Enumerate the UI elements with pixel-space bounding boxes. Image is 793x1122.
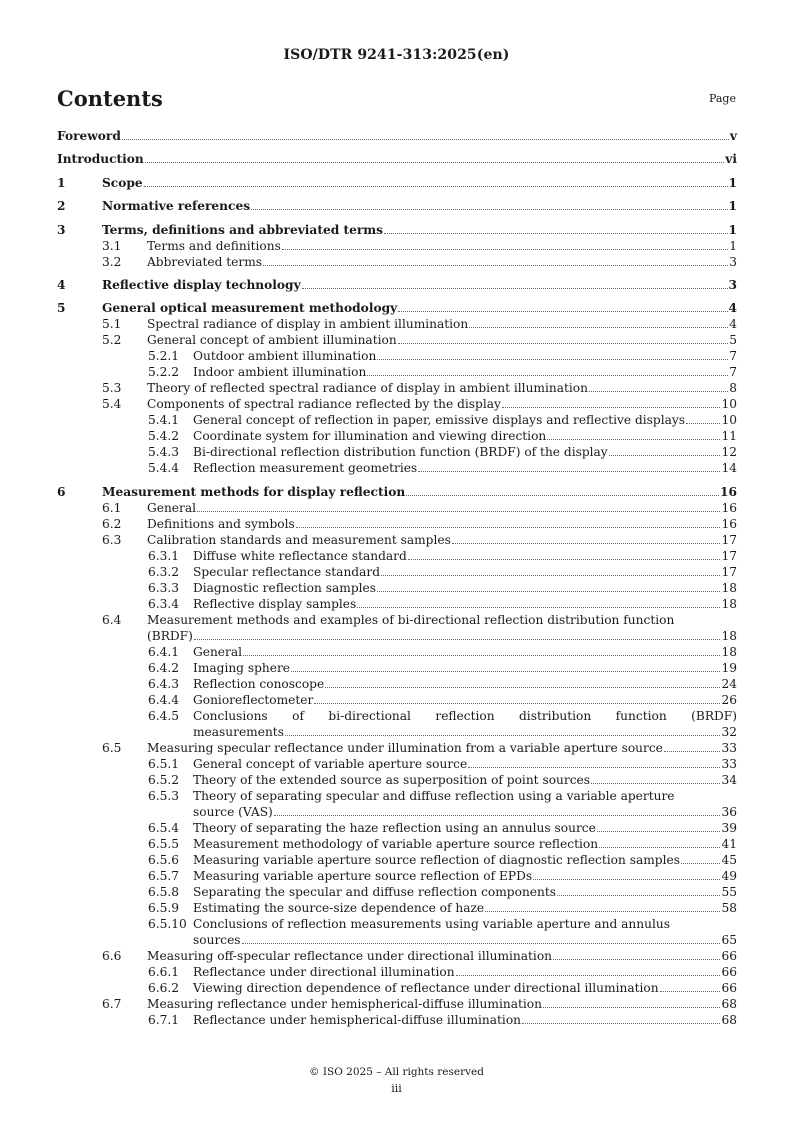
toc-entry[interactable]: [57, 772, 737, 788]
toc-entry[interactable]: [57, 548, 737, 564]
dot-leader: [533, 879, 720, 880]
toc-entry-title: General concept of ambient illumination: [147, 333, 397, 348]
toc-entry-number: 6: [57, 484, 66, 499]
toc-entry-number: 6.5.2: [148, 772, 180, 787]
toc-entry-title: Theory of separating the haze reflection using an annulus source: [193, 820, 596, 835]
toc-entry-title: Separating the specular and diffuse reflection components: [193, 884, 557, 899]
toc-entry[interactable]: [57, 852, 737, 868]
toc-entry-number: 6.5.3: [148, 788, 180, 803]
toc-entry-title: Measuring variable aperture source reflection of EPDs: [193, 868, 533, 883]
toc-entry[interactable]: [57, 460, 737, 476]
toc-entry[interactable]: [57, 660, 737, 676]
toc-entry-number: 5.2.2: [148, 365, 180, 380]
dot-leader: [144, 186, 728, 187]
toc-entry-number: 5.4.4: [148, 461, 180, 476]
dot-leader: [543, 1007, 721, 1008]
dot-leader: [242, 943, 721, 944]
toc-entry-page: 1: [728, 175, 737, 190]
dot-leader: [367, 375, 728, 376]
toc-entry-continuation[interactable]: [57, 724, 737, 740]
dot-leader: [296, 527, 721, 528]
toc-entry-page: 24: [721, 676, 737, 691]
toc-entry-title: Measurement methodology of variable aperture source reflection: [193, 836, 599, 851]
toc-entry-page: 10: [721, 413, 737, 428]
toc-entry-title: Outdoor ambient illumination: [193, 349, 377, 364]
toc-entry-title: Measurement methods for display reflection: [102, 484, 406, 499]
toc-entry-page: 17: [721, 548, 737, 563]
dot-leader: [609, 455, 721, 456]
toc-entry-title: Bi-directional reflection distribution function (BRDF) of the display: [193, 445, 608, 460]
toc-entry-continuation[interactable]: [57, 932, 737, 948]
dot-leader: [469, 327, 728, 328]
toc-entry-number: 6.4.2: [148, 660, 180, 675]
toc-entry-page: 18: [721, 580, 737, 595]
dot-leader: [398, 343, 729, 344]
dot-leader: [398, 311, 727, 312]
toc-entry-title: Coordinate system for illumination and viewing direction: [193, 429, 547, 444]
toc-entry[interactable]: [57, 444, 737, 460]
toc-entry-title: Estimating the source-size dependence of haze: [193, 900, 485, 915]
table-of-contents: [57, 128, 737, 1028]
toc-entry[interactable]: [57, 316, 737, 332]
toc-entry-title: Scope: [102, 175, 143, 190]
dot-leader: [302, 288, 728, 289]
toc-entry-page: 33: [721, 756, 737, 771]
dot-leader: [468, 767, 720, 768]
toc-entry[interactable]: [57, 254, 737, 270]
dot-leader: [452, 543, 721, 544]
toc-entry-page: 26: [721, 692, 737, 707]
toc-entry-page: 18: [721, 644, 737, 659]
toc-entry-number: 6.4.1: [148, 644, 180, 659]
toc-entry-page: 17: [721, 532, 737, 547]
toc-entry-title: Reflection measurement geometries: [193, 461, 418, 476]
toc-entry-title: Measuring off-specular reflectance under directional illumination: [147, 948, 553, 963]
toc-entry-title: Gonioreflectometer: [193, 692, 314, 707]
toc-entry[interactable]: [57, 580, 737, 596]
toc-entry-page: 8: [729, 381, 737, 396]
toc-entry-number: 6.5.10: [148, 916, 187, 931]
toc-entry[interactable]: [57, 564, 737, 580]
toc-entry[interactable]: [57, 692, 737, 708]
toc-entry-title: General: [147, 500, 196, 515]
toc-entry[interactable]: [57, 238, 737, 254]
toc-entry[interactable]: [57, 516, 737, 532]
toc-entry-number: 1: [57, 175, 66, 190]
toc-entry-number: 6.6.2: [148, 980, 180, 995]
toc-entry[interactable]: [57, 348, 737, 364]
toc-entry-number: 3: [57, 222, 66, 237]
dot-leader: [591, 783, 720, 784]
toc-entry[interactable]: [57, 364, 737, 380]
toc-entry[interactable]: [57, 128, 737, 144]
toc-entry[interactable]: [57, 644, 737, 660]
dot-leader: [194, 639, 721, 640]
toc-entry[interactable]: [57, 300, 737, 316]
dot-leader: [274, 815, 721, 816]
toc-entry-page: 7: [729, 349, 737, 364]
toc-entry-number: 5.2: [102, 333, 122, 348]
toc-entry-page: 11: [721, 429, 737, 444]
dot-leader: [664, 751, 721, 752]
toc-entry-page: 3: [729, 254, 737, 269]
toc-entry[interactable]: [57, 836, 737, 852]
dot-leader: [686, 423, 720, 424]
dot-leader: [547, 439, 720, 440]
toc-entry-title: Specular reflectance standard: [193, 564, 380, 579]
toc-entry-title: Terms and definitions: [147, 238, 281, 253]
dot-leader: [522, 1023, 720, 1024]
toc-entry-continuation[interactable]: [57, 804, 737, 820]
toc-entry-number: 5: [57, 301, 66, 316]
toc-entry-number: 6.4.4: [148, 692, 180, 707]
page-column-label: Page: [708, 92, 736, 105]
toc-entry-number: 5.4.1: [148, 413, 180, 428]
toc-entry-page: 34: [721, 772, 737, 787]
toc-entry-title: Indoor ambient illumination: [193, 365, 367, 380]
toc-entry-number: 6.5.8: [148, 884, 180, 899]
toc-entry-title: Conclusions of reflection measurements using variable aperture and annulus: [193, 916, 670, 931]
toc-entry-title: Measuring specular reflectance under illumination from a variable aperture source: [147, 740, 663, 755]
toc-entry-number: 3.1: [102, 238, 122, 253]
toc-entry-page: 7: [729, 365, 737, 380]
toc-entry[interactable]: [57, 740, 737, 756]
toc-entry-title: Normative references: [102, 199, 251, 214]
dot-leader: [243, 655, 720, 656]
toc-entry[interactable]: [57, 175, 737, 191]
toc-entry[interactable]: [57, 676, 737, 692]
toc-entry-title: Spectral radiance of display in ambient illumination: [147, 317, 469, 332]
toc-entry-number: 6.5.9: [148, 900, 180, 915]
toc-entry-title: Calibration standards and measurement samples: [147, 532, 451, 547]
dot-leader: [122, 139, 729, 140]
toc-entry-page: 45: [721, 852, 737, 867]
toc-entry[interactable]: [57, 916, 737, 932]
toc-entry-title: Introduction: [57, 152, 144, 167]
toc-entry-number: 4: [57, 277, 66, 292]
toc-entry-number: 6.3.1: [148, 548, 180, 563]
toc-entry-number: 6.5.4: [148, 820, 180, 835]
toc-entry-page: 16: [721, 516, 737, 531]
toc-entry[interactable]: [57, 198, 737, 214]
toc-entry-title: General: [193, 644, 242, 659]
toc-entry-page: 4: [729, 317, 737, 332]
toc-entry-number: 6.6: [102, 948, 122, 963]
dot-leader: [282, 249, 728, 250]
document-id: ISO/DTR 9241-313:2025(en): [283, 47, 510, 63]
toc-entry[interactable]: [57, 612, 737, 628]
dot-leader: [502, 407, 721, 408]
dot-leader: [197, 511, 720, 512]
toc-entry-page: 18: [721, 628, 737, 643]
toc-entry[interactable]: [57, 708, 737, 724]
toc-entry-title: Diagnostic reflection samples: [193, 580, 376, 595]
toc-entry-number: 6.5: [102, 740, 122, 755]
toc-entry[interactable]: [57, 380, 737, 396]
toc-entry-page: 41: [721, 836, 737, 851]
toc-entry[interactable]: [57, 332, 737, 348]
dot-leader: [384, 233, 727, 234]
toc-entry-title: General optical measurement methodology: [102, 301, 398, 316]
toc-entry-number: 6.3.3: [148, 580, 180, 595]
toc-entry-page: 18: [721, 596, 737, 611]
toc-entry-page: 3: [728, 277, 737, 292]
toc-entry[interactable]: [57, 412, 737, 428]
toc-entry[interactable]: [57, 756, 737, 772]
toc-entry-title: General concept of reflection in paper, emissive displays and reflective displays: [193, 413, 686, 428]
toc-entry-page: 66: [721, 948, 737, 963]
toc-entry-title: Definitions and symbols: [147, 516, 295, 531]
toc-entry-page: 4: [728, 301, 737, 316]
page-footer: [0, 1066, 793, 1095]
dot-leader: [557, 895, 720, 896]
toc-entry-title: Measurement methods and examples of bi-directional reflection distribution function: [147, 612, 675, 627]
toc-entry-page: 33: [721, 740, 737, 755]
dot-leader: [377, 359, 728, 360]
toc-entry-title: Reflective display samples: [193, 596, 357, 611]
toc-entry-page: 5: [729, 333, 737, 348]
toc-entry[interactable]: [57, 980, 737, 996]
toc-entry-title: Reflection conoscope: [193, 676, 325, 691]
toc-entry-title: Reflective display technology: [102, 277, 301, 292]
toc-entry-number: 2: [57, 199, 66, 214]
toc-entry[interactable]: [57, 868, 737, 884]
toc-entry[interactable]: [57, 500, 737, 516]
toc-entry[interactable]: [57, 596, 737, 612]
toc-entry[interactable]: [57, 820, 737, 836]
toc-entry-page: 14: [721, 461, 737, 476]
toc-entry[interactable]: [57, 222, 737, 238]
dot-leader: [314, 703, 720, 704]
toc-entry-title: Reflectance under hemispherical-diffuse illumination: [193, 1012, 522, 1027]
toc-entry[interactable]: [57, 277, 737, 293]
toc-entry-page: 1: [728, 199, 737, 214]
toc-entry-page: 39: [721, 820, 737, 835]
toc-entry-number: 6.5.7: [148, 868, 180, 883]
toc-entry[interactable]: [57, 1012, 737, 1028]
dot-leader: [599, 847, 720, 848]
toc-entry-number: 6.1: [102, 500, 122, 515]
toc-entry-number: 6.4: [102, 612, 122, 627]
toc-entry-title: Conclusions of bi-directional reflection distribution function (BRDF): [193, 708, 737, 723]
toc-entry-page: 68: [721, 1012, 737, 1027]
toc-entry-page: 68: [721, 996, 737, 1011]
contents-heading: Contents: [57, 86, 163, 111]
toc-entry-continuation[interactable]: [57, 628, 737, 644]
toc-entry-title: Imaging sphere: [193, 660, 291, 675]
toc-entry-title-continued: sources: [193, 932, 241, 947]
toc-entry[interactable]: [57, 151, 737, 167]
toc-entry-title: Foreword: [57, 129, 121, 143]
toc-entry-title: Measuring variable aperture source reflection of diagnostic reflection samples: [193, 852, 680, 867]
toc-entry-page: 49: [721, 868, 737, 883]
dot-leader: [681, 863, 721, 864]
copyright-notice: © ISO 2025 – All rights reserved: [309, 1066, 484, 1078]
toc-entry[interactable]: [57, 996, 737, 1012]
dot-leader: [145, 162, 724, 163]
toc-entry-title: Viewing direction dependence of reflectance under directional illumination: [193, 980, 659, 995]
toc-entry[interactable]: [57, 964, 737, 980]
toc-entry-page: 10: [721, 397, 737, 412]
dot-leader: [456, 975, 721, 976]
toc-entry-number: 6.3.2: [148, 564, 180, 579]
toc-entry-number: 6.5.1: [148, 756, 180, 771]
toc-entry[interactable]: [57, 788, 737, 804]
toc-entry-number: 5.2.1: [148, 349, 180, 364]
dot-leader: [597, 831, 721, 832]
toc-entry-page: 17: [721, 564, 737, 579]
toc-entry-title: Reflectance under directional illumination: [193, 964, 455, 979]
toc-entry-number: 6.2: [102, 516, 122, 531]
dot-leader: [660, 991, 721, 992]
page-number: iii: [391, 1082, 402, 1095]
toc-entry[interactable]: [57, 532, 737, 548]
toc-entry-page: 12: [721, 445, 737, 460]
toc-entry-number: 6.5.6: [148, 852, 180, 867]
toc-entry-number: 6.3.4: [148, 596, 180, 611]
toc-entry[interactable]: [57, 948, 737, 964]
toc-entry-title: Measuring reflectance under hemispherical-diffuse illumination: [147, 996, 542, 1011]
toc-entry-number: 5.1: [102, 317, 122, 332]
toc-entry-number: 6.7: [102, 996, 122, 1011]
toc-entry-number: 6.3: [102, 532, 122, 547]
toc-entry-page: 66: [721, 980, 737, 995]
toc-entry-number: 5.4.3: [148, 445, 180, 460]
toc-entry-title: General concept of variable aperture source: [193, 756, 468, 771]
toc-entry-title: Theory of separating specular and diffuse reflection using a variable aperture: [193, 788, 675, 803]
toc-entry-title: Components of spectral radiance reflected by the display: [147, 397, 501, 412]
dot-leader: [291, 671, 720, 672]
toc-entry[interactable]: [57, 396, 737, 412]
toc-entry[interactable]: [57, 428, 737, 444]
toc-entry-page: vi: [725, 152, 737, 167]
dot-leader: [485, 911, 720, 912]
toc-entry-page: 55: [721, 884, 737, 899]
toc-entry-page: 32: [721, 724, 737, 739]
toc-entry-page: 66: [721, 964, 737, 979]
toc-entry-page: 58: [721, 900, 737, 915]
dot-leader: [357, 607, 720, 608]
toc-entry-number: 5.4: [102, 397, 122, 412]
toc-entry-number: 3.2: [102, 254, 122, 269]
toc-entry-title: Theory of the extended source as superposition of point sources: [193, 772, 591, 787]
toc-entry-title-continued: source (VAS): [193, 804, 273, 819]
dot-leader: [553, 959, 720, 960]
toc-entry-page: 19: [721, 660, 737, 675]
toc-entry[interactable]: [57, 900, 737, 916]
dot-leader: [589, 391, 728, 392]
toc-entry-number: 6.4.3: [148, 676, 180, 691]
dot-leader: [406, 495, 719, 496]
toc-entry-page: 65: [721, 932, 737, 947]
dot-leader: [325, 687, 720, 688]
dot-leader: [418, 471, 720, 472]
toc-entry-number: 6.6.1: [148, 964, 180, 979]
toc-entry-page: 16: [720, 484, 737, 499]
toc-entry-page: v: [729, 129, 737, 143]
toc-entry-number: 6.5.5: [148, 836, 180, 851]
toc-entry-title: Diffuse white reflectance standard: [193, 548, 407, 563]
toc-entry-number: 6.4.5: [148, 708, 180, 723]
dot-leader: [263, 265, 728, 266]
dot-leader: [285, 735, 721, 736]
dot-leader: [408, 559, 721, 560]
toc-entry-page: 1: [729, 238, 737, 253]
toc-entry[interactable]: [57, 484, 737, 500]
toc-entry[interactable]: [57, 884, 737, 900]
toc-entry-number: 5.4.2: [148, 429, 180, 444]
toc-entry-number: 6.7.1: [148, 1012, 180, 1027]
toc-entry-number: 5.3: [102, 381, 122, 396]
toc-entry-page: 36: [721, 804, 737, 819]
toc-entry-title-continued: (BRDF): [147, 628, 193, 643]
dot-leader: [251, 209, 727, 210]
toc-entry-title: Abbreviated terms: [147, 254, 263, 269]
toc-entry-title: Theory of reflected spectral radiance of display in ambient illumination: [147, 381, 588, 396]
toc-entry-page: 1: [728, 222, 737, 237]
dot-leader: [381, 575, 720, 576]
toc-entry-page: 16: [721, 500, 737, 515]
toc-entry-title: Terms, definitions and abbreviated terms: [102, 222, 384, 237]
toc-entry-title-continued: measurements: [193, 724, 284, 739]
dot-leader: [377, 591, 721, 592]
